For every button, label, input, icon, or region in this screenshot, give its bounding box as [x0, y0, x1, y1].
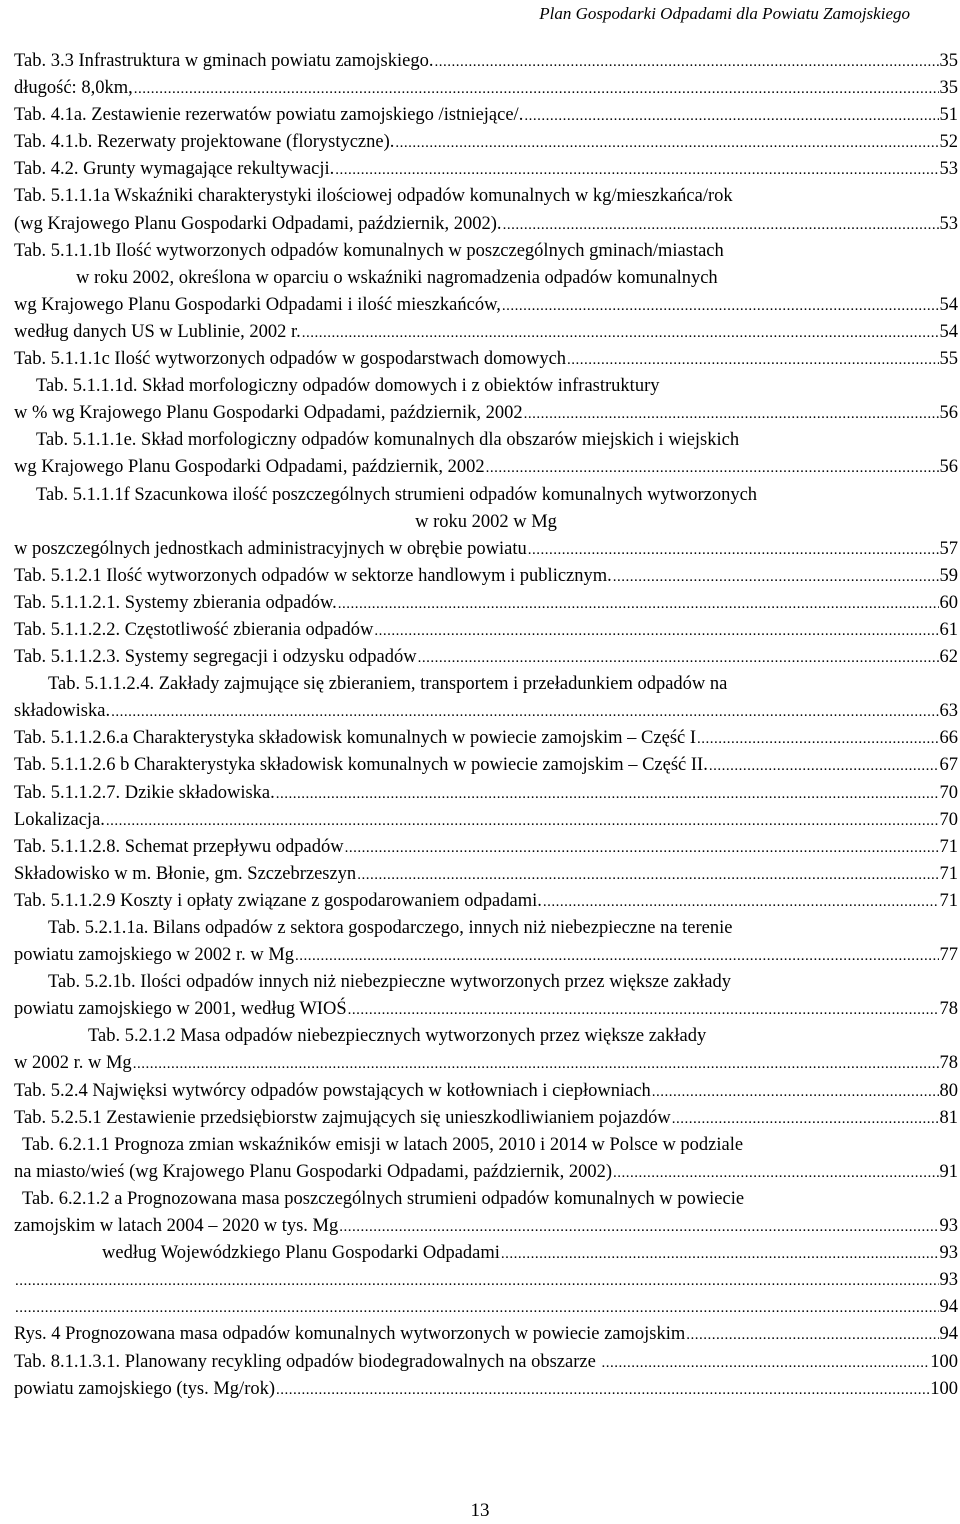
toc-dot-leader	[418, 645, 939, 672]
toc-dot-leader	[652, 1079, 939, 1106]
toc-entry-title: powiatu zamojskiego w 2002 r. w Mg	[14, 945, 295, 966]
toc-entry[interactable]	[14, 319, 958, 346]
toc-entry[interactable]	[14, 644, 958, 671]
toc-entry[interactable]	[14, 1186, 958, 1213]
toc-entry-title: Tab. 5.2.4 Najwięksi wytwórcy odpadów powstających w kotłowniach i ciepłowniach	[14, 1080, 651, 1101]
toc-entry[interactable]	[14, 156, 958, 183]
toc-entry-page: 62	[939, 647, 958, 668]
toc-entry-title: Tab. 5.1.1.2.6 b Charakterystyka składowisk komunalnych w powiecie zamojskim – Część II.	[14, 755, 708, 776]
toc-entry-title: zamojskim w latach 2004 – 2020 w tys. Mg	[14, 1216, 339, 1237]
toc-entry[interactable]	[14, 780, 958, 807]
toc-entry[interactable]	[14, 265, 958, 292]
toc-dot-leader	[501, 1241, 939, 1268]
toc-dot-leader	[15, 1268, 939, 1295]
toc-entry[interactable]	[14, 1376, 958, 1403]
toc-entry[interactable]	[14, 698, 958, 725]
toc-entry[interactable]	[14, 915, 958, 942]
toc-entry-page: 67	[939, 755, 958, 776]
toc-entry[interactable]	[14, 346, 958, 373]
toc-entry-title: wg Krajowego Planu Gospodarki Odpadami, październik, 2002	[14, 457, 485, 478]
toc-entry-page: 100	[930, 1351, 958, 1372]
toc-entry-title: według Wojewódzkiego Planu Gospodarki Odpadami	[102, 1243, 500, 1264]
toc-entry[interactable]	[14, 292, 958, 319]
toc-entry-title: Tab. 5.1.1.1f Szacunkowa ilość poszczególnych strumieni odpadów komunalnych wytworzonych	[36, 484, 758, 505]
toc-entry[interactable]	[14, 482, 958, 509]
toc-entry-page: 80	[939, 1080, 958, 1101]
toc-entry[interactable]	[14, 400, 958, 427]
toc-entry-page: 53	[939, 213, 958, 234]
toc-entry-title: Tab. 4.1.b. Rezerwaty projektowane (florystyczne).	[14, 132, 395, 153]
toc-entry-page: 78	[939, 1053, 958, 1074]
toc-entry[interactable]	[14, 454, 958, 481]
toc-entry-title: Tab. 4.2. Grunty wymagające rekultywacji.	[14, 159, 335, 180]
toc-entry-title: Tab. 5.1.1.2.2. Częstotliwość zbierania odpadów	[14, 619, 374, 640]
toc-entry[interactable]	[14, 102, 958, 129]
toc-entry-page: 51	[939, 105, 958, 126]
toc-dot-leader	[434, 49, 938, 76]
toc-entry-page: 91	[939, 1161, 958, 1182]
toc-dot-leader	[134, 76, 939, 103]
toc-entry-page: 56	[939, 457, 958, 478]
toc-entry[interactable]	[14, 1050, 958, 1077]
toc-dot-leader	[543, 889, 939, 916]
toc-entry[interactable]	[14, 563, 958, 590]
toc-entry-title: powiatu zamojskiego (tys. Mg/rok)	[14, 1378, 276, 1399]
toc-entry-page: 100	[930, 1378, 958, 1399]
toc-dot-leader	[348, 997, 939, 1024]
toc-entry[interactable]	[14, 1294, 958, 1321]
toc-entry-page: 60	[939, 592, 958, 613]
toc-entry-title: Lokalizacja.	[14, 809, 105, 830]
toc-entry-page: 54	[939, 321, 958, 342]
toc-entry-title: według danych US w Lublinie, 2002 r.	[14, 321, 301, 342]
toc-dot-leader	[335, 157, 938, 184]
toc-entry-title: Tab. 5.1.1.2.1. Systemy zbierania odpadów.	[14, 592, 337, 613]
toc-entry-page: 70	[939, 782, 958, 803]
toc-entry[interactable]	[14, 1267, 958, 1294]
toc-entry-title: Tab. 5.1.1.1b Ilość wytworzonych odpadów komunalnych w poszczególnych gminach/miastach	[14, 240, 724, 261]
toc-entry[interactable]	[14, 427, 958, 454]
toc-entry-page: 71	[939, 890, 958, 911]
toc-dot-leader	[697, 726, 938, 753]
toc-entry[interactable]	[14, 590, 958, 617]
toc-dot-leader	[338, 591, 939, 618]
toc-entry-page: 61	[939, 619, 958, 640]
toc-entry[interactable]	[14, 671, 958, 698]
running-header: Plan Gospodarki Odpadami dla Powiatu Zamojskiego	[539, 4, 910, 23]
toc-entry-title: Tab. 5.1.1.2.3. Systemy segregacji i odzysku odpadów	[14, 647, 417, 668]
toc-entry-title: powiatu zamojskiego w 2001, według WIOŚ	[14, 999, 347, 1020]
toc-dot-leader	[528, 537, 939, 564]
toc-entry-title: Tab. 5.2.1b. Ilości odpadów innych niż niebezpieczne wytworzonych przez większe zakłady	[48, 972, 731, 993]
toc-entry-title: Tab. 3.3 Infrastruktura w gminach powiatu zamojskiego.	[14, 51, 434, 71]
toc-dot-leader	[106, 808, 939, 835]
toc-dot-leader	[111, 699, 938, 726]
toc-entry[interactable]	[14, 536, 958, 563]
toc-entry[interactable]	[14, 861, 958, 888]
toc-dot-leader	[524, 103, 938, 130]
toc-dot-leader	[486, 455, 939, 482]
toc-dot-leader	[613, 564, 939, 591]
toc-entry[interactable]	[14, 1213, 958, 1240]
toc-entry[interactable]	[14, 1321, 958, 1348]
toc-dot-leader	[339, 1214, 938, 1241]
toc-entry[interactable]	[14, 183, 958, 210]
toc-dot-leader	[395, 130, 938, 157]
toc-entry[interactable]	[14, 211, 958, 238]
toc-entry-title: Tab. 5.1.1.2.6.a Charakterystyka składowisk komunalnych w powiecie zamojskim – Część I	[14, 728, 697, 749]
toc-entry[interactable]	[14, 48, 958, 75]
toc-entry-page: 71	[939, 863, 958, 884]
toc-entry-page: 59	[939, 565, 958, 586]
toc-dot-leader	[709, 753, 939, 780]
toc-entry-title: w roku 2002, określona w oparciu o wskaźniki nagromadzenia odpadów komunalnych	[76, 267, 718, 288]
toc-dot-leader	[567, 347, 938, 374]
toc-dot-leader	[357, 862, 938, 889]
toc-entry[interactable]	[14, 888, 958, 915]
toc-entry[interactable]	[14, 1023, 958, 1050]
toc-dot-leader	[503, 212, 939, 239]
toc-entry-title: Tab. 5.1.1.2.9 Koszty i opłaty związane z gospodarowaniem odpadami.	[14, 890, 542, 911]
table-of-contents	[14, 48, 958, 1403]
toc-entry-page: 81	[939, 1107, 958, 1128]
toc-entry-page: 35	[939, 51, 958, 71]
toc-entry[interactable]	[14, 725, 958, 752]
toc-dot-leader	[672, 1106, 939, 1133]
toc-entry-title: na miasto/wieś (wg Krajowego Planu Gospodarki Odpadami, październik, 2002)	[14, 1161, 613, 1182]
toc-entry[interactable]	[14, 617, 958, 644]
toc-dot-leader	[686, 1322, 938, 1349]
toc-entry[interactable]	[14, 942, 958, 969]
toc-entry-title: w % wg Krajowego Planu Gospodarki Odpadami, październik, 2002	[14, 403, 523, 424]
toc-dot-leader	[345, 835, 939, 862]
toc-entry-page: 63	[939, 701, 958, 722]
toc-entry-page: 71	[939, 836, 958, 857]
toc-dot-leader	[502, 293, 939, 320]
toc-entry-title: w roku 2002 w Mg	[415, 511, 557, 532]
toc-entry-page: 56	[939, 403, 958, 424]
toc-entry-title: długość: 8,0km,	[14, 78, 133, 99]
toc-entry-page: 94	[939, 1297, 958, 1318]
toc-dot-leader	[276, 1377, 929, 1404]
toc-entry-title: (wg Krajowego Planu Gospodarki Odpadami, październik, 2002).	[14, 213, 502, 234]
toc-entry[interactable]	[14, 1240, 958, 1267]
toc-entry[interactable]	[14, 752, 958, 779]
toc-entry-title: Tab. 5.1.1.1a Wskaźniki charakterystyki ilościowej odpadów komunalnych w kg/mieszkańca/rok	[14, 186, 733, 207]
toc-entry-page: 93	[939, 1243, 958, 1264]
toc-entry[interactable]	[14, 996, 958, 1023]
toc-entry-page: 53	[939, 159, 958, 180]
toc-entry[interactable]	[14, 1349, 958, 1376]
toc-entry-title: Tab. 6.2.1.2 a Prognozowana masa poszczególnych strumieni odpadów komunalnych w powiecie	[22, 1188, 745, 1209]
toc-entry-page: 93	[939, 1216, 958, 1237]
toc-entry[interactable]	[14, 1078, 958, 1105]
toc-entry-page: 35	[939, 78, 958, 99]
toc-entry-page: 66	[939, 728, 958, 749]
toc-entry-page: 93	[939, 1270, 958, 1291]
toc-entry-page: 94	[939, 1324, 958, 1345]
toc-entry[interactable]	[14, 1105, 958, 1132]
toc-entry[interactable]	[14, 1159, 958, 1186]
toc-entry[interactable]	[14, 807, 958, 834]
toc-entry-title: Tab. 5.1.1.1d. Skład morfologiczny odpadów domowych i z obiektów infrastruktury	[36, 376, 660, 397]
toc-entry-title: w poszczególnych jednostkach administracyjnych w obrębie powiatu	[14, 538, 527, 559]
toc-entry[interactable]	[14, 509, 958, 536]
toc-entry[interactable]	[14, 1132, 958, 1159]
toc-entry[interactable]	[14, 969, 958, 996]
toc-entry-title: Tab. 5.1.1.2.4. Zakłady zajmujące się zbieraniem, transportem i przeładunkiem odpadów na	[48, 674, 728, 695]
toc-entry-title: Tab. 4.1a. Zestawienie rezerwatów powiatu zamojskiego /istniejące/.	[14, 105, 524, 126]
page-number: 13	[470, 1500, 490, 1521]
toc-entry-title: Tab. 5.1.1.2.7. Dzikie składowiska.	[14, 782, 275, 803]
toc-dot-leader	[295, 943, 938, 970]
toc-entry-title: Tab. 6.2.1.1 Prognoza zmian wskaźników emisji w latach 2005, 2010 i 2014 w Polsce w podziale	[22, 1134, 744, 1155]
toc-dot-leader	[302, 320, 939, 347]
toc-entry-title: Tab. 5.1.1.1e. Skład morfologiczny odpadów komunalnych dla obszarów miejskich i wiejskich	[36, 430, 740, 451]
toc-entry-title: Składowisko w m. Błonie, gm. Szczebrzeszyn	[14, 863, 357, 884]
toc-entry[interactable]	[14, 834, 958, 861]
toc-entry-title: Tab. 5.1.1.2.8. Schemat przepływu odpadów	[14, 836, 344, 857]
toc-dot-leader	[15, 1295, 939, 1322]
toc-dot-leader	[524, 401, 939, 428]
toc-entry[interactable]	[14, 75, 958, 102]
toc-entry-title: Tab. 5.1.1.1c Ilość wytworzonych odpadów w gospodarstwach domowych	[14, 349, 567, 370]
toc-entry-page: 52	[939, 132, 958, 153]
toc-entry-page: 55	[939, 349, 958, 370]
toc-dot-leader	[133, 1051, 939, 1078]
toc-entry-title: Tab. 8.1.1.3.1. Planowany recykling odpadów biodegradowalnych na obszarze	[14, 1351, 601, 1372]
toc-entry-page: 77	[939, 945, 958, 966]
toc-entry-page: 54	[939, 294, 958, 315]
toc-dot-leader	[613, 1160, 938, 1187]
toc-entry-title: Tab. 5.2.5.1 Zestawienie przedsiębiorstw zajmujących się unieszkodliwianiem pojazdów	[14, 1107, 671, 1128]
toc-entry[interactable]	[14, 238, 958, 265]
toc-entry-title: w 2002 r. w Mg	[14, 1053, 132, 1074]
toc-entry-title: Tab. 5.2.1.2 Masa odpadów niebezpiecznych wytworzonych przez większe zakłady	[88, 1026, 707, 1047]
toc-entry-page: 70	[939, 809, 958, 830]
toc-entry-title: Rys. 4 Prognozowana masa odpadów komunalnych wytworzonych w powiecie zamojskim	[14, 1324, 686, 1345]
toc-entry-title: składowiska.	[14, 701, 111, 722]
toc-entry-page: 78	[939, 999, 958, 1020]
toc-entry-title: Tab. 5.2.1.1a. Bilans odpadów z sektora gospodarczego, innych niż niebezpieczne na terenie	[48, 918, 733, 938]
toc-dot-leader	[374, 618, 938, 645]
toc-entry[interactable]	[14, 129, 958, 156]
toc-dot-leader	[276, 781, 939, 808]
toc-entry[interactable]	[14, 373, 958, 400]
toc-dot-leader	[601, 1350, 929, 1377]
toc-entry-page: 57	[939, 538, 958, 559]
toc-entry-title: Tab. 5.1.2.1 Ilość wytworzonych odpadów w sektorze handlowym i publicznym.	[14, 565, 612, 586]
toc-entry-title: wg Krajowego Planu Gospodarki Odpadami i ilość mieszkańców,	[14, 294, 501, 315]
